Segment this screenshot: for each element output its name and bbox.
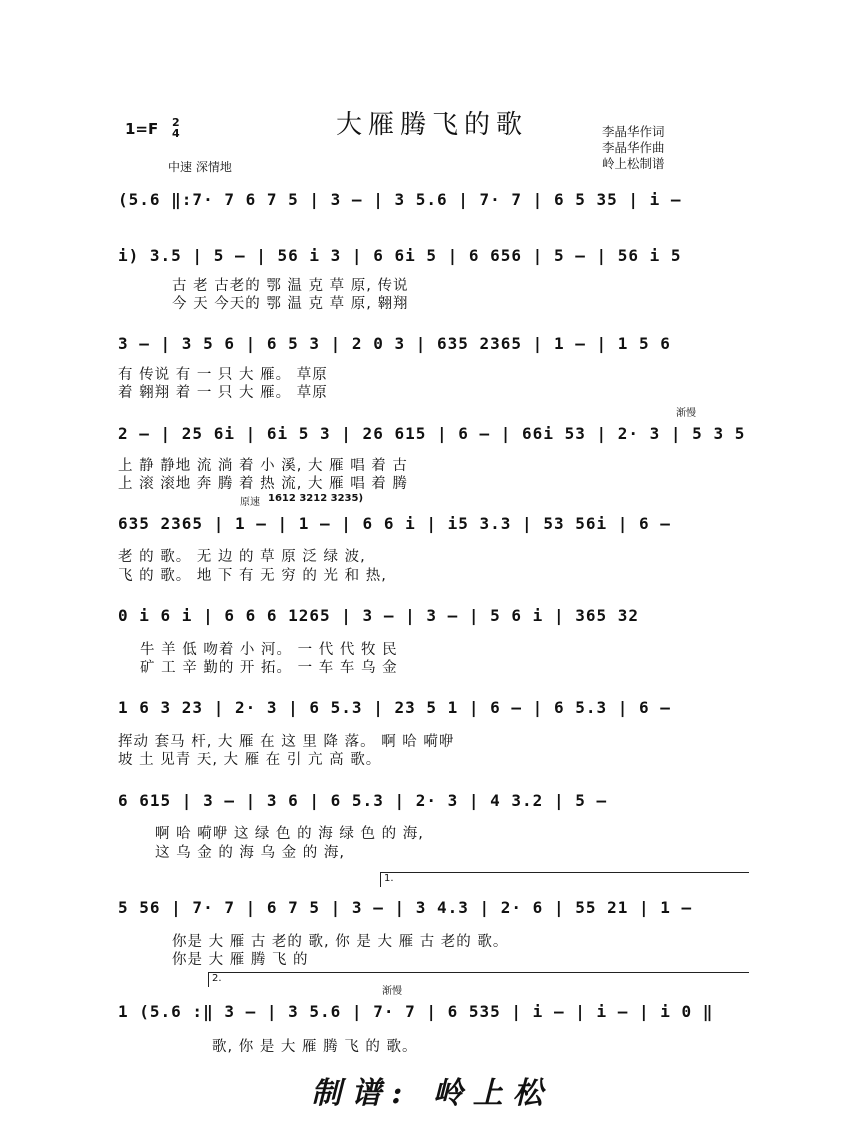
lyric-line-3b: 着 翱翔 着 一 只 大 雁。 草原: [118, 385, 328, 401]
lyric-line-10a: 歌, 你 是 大 雁 腾 飞 的 歌。: [212, 1039, 418, 1055]
lyric-line-4a: 上 静 静地 流 淌 着 小 溪, 大 雁 唱 着 古: [118, 458, 408, 474]
transcriber-credit: 岭上松制谱: [602, 156, 665, 171]
second-ending-bracket: [208, 972, 749, 987]
notation-line-5: 635 2365 | 1 – | 1 – | 6 6 i | i5 3.3 | 53 56i | 6 –: [118, 514, 671, 533]
notation-line-1: (5.6 ‖:7· 7 6 7 5 | 3 – | 3 5.6 | 7· 7 | 6 5 35 | i –: [118, 190, 682, 209]
lyric-line-6a: 牛 羊 低 吻着 小 河。 一 代 代 牧 民: [140, 642, 398, 658]
notation-line-8: 6 615 | 3 – | 3 6 | 6 5.3 | 2· 3 | 4 3.2 | 5 –: [118, 791, 608, 810]
tempo-marking: 中速 深情地: [168, 160, 232, 174]
interlude-notes: 1612 3212 3235): [268, 493, 364, 504]
lyric-line-2b: 今 天 今天的 鄂 温 克 草 原, 翱翔: [172, 296, 409, 312]
first-ending-label: 1.: [384, 873, 394, 884]
second-ending-label: 2.: [212, 973, 222, 984]
time-signature-top: 2: [172, 116, 180, 129]
lyric-line-4b: 上 滚 滚地 奔 腾 着 热 流, 大 雁 唱 着 腾: [118, 476, 408, 492]
a-tempo-mark: 原速: [240, 497, 260, 508]
song-title: 大雁腾飞的歌: [335, 110, 528, 140]
transcriber-signature: 制谱: 岭上松: [311, 1076, 553, 1111]
lyric-line-7a: 挥动 套马 杆, 大 雁 在 这 里 降 落。 啊 哈 嗬咿: [118, 734, 455, 750]
lyric-line-5a: 老 的 歌。 无 边 的 草 原 泛 绿 波,: [118, 549, 366, 565]
ritardando-mark-2: 渐慢: [382, 986, 402, 997]
lyric-line-9b: 你是 大 雁 腾 飞 的: [172, 952, 309, 968]
notation-line-10: 1 (5.6 :‖ 3 – | 3 5.6 | 7· 7 | 6 535 | i – | i – | i 0 ‖: [118, 1002, 714, 1021]
time-signature-bottom: 4: [172, 127, 180, 140]
notation-line-3: 3 – | 3 5 6 | 6 5 3 | 2 0 3 | 635 2365 | 1 – | 1 5 6: [118, 334, 671, 353]
lyric-line-2a: 古 老 古老的 鄂 温 克 草 原, 传说: [172, 278, 409, 294]
lyric-line-5b: 飞 的 歌。 地 下 有 无 穷 的 光 和 热,: [118, 568, 387, 584]
lyric-line-9a: 你是 大 雁 古 老的 歌, 你 是 大 雁 古 老的 歌。: [172, 934, 509, 950]
notation-line-7: 1 6 3 23 | 2· 3 | 6 5.3 | 23 5 1 | 6 – | 6 5.3 | 6 –: [118, 698, 671, 717]
key-signature: 1=F: [125, 120, 159, 138]
notation-line-6: 0 i 6 i | 6 6 6 1265 | 3 – | 3 – | 5 6 i | 365 32: [118, 606, 640, 625]
first-ending-bracket: [380, 872, 749, 887]
composer-credit: 李晶华作曲: [602, 140, 665, 155]
lyricist-credit: 李晶华作词: [602, 124, 665, 139]
lyric-line-8b: 这 乌 金 的 海 乌 金 的 海,: [155, 845, 345, 861]
lyric-line-3a: 有 传说 有 一 只 大 雁。 草原: [118, 367, 328, 383]
notation-line-9: 5 56 | 7· 7 | 6 7 5 | 3 – | 3 4.3 | 2· 6 | 55 21 | 1 –: [118, 898, 693, 917]
lyric-line-6b: 矿 工 辛 勤的 开 拓。 一 车 车 乌 金: [140, 660, 398, 676]
ritardando-mark: 渐慢: [676, 408, 696, 419]
notation-line-4: 2 – | 25 6i | 6i 5 3 | 26 615 | 6 – | 66i 53 | 2· 3 | 5 3 5: [118, 424, 746, 443]
notation-line-2: i) 3.5 | 5 – | 56 i 3 | 6 6i 5 | 6 656 | 5 – | 56 i 5: [118, 246, 682, 265]
time-signature: [172, 117, 180, 139]
lyric-line-7b: 坡 土 见青 天, 大 雁 在 引 亢 高 歌。: [118, 752, 382, 768]
lyric-line-8a: 啊 哈 嗬咿 这 绿 色 的 海 绿 色 的 海,: [155, 826, 424, 842]
credits: [602, 124, 665, 172]
